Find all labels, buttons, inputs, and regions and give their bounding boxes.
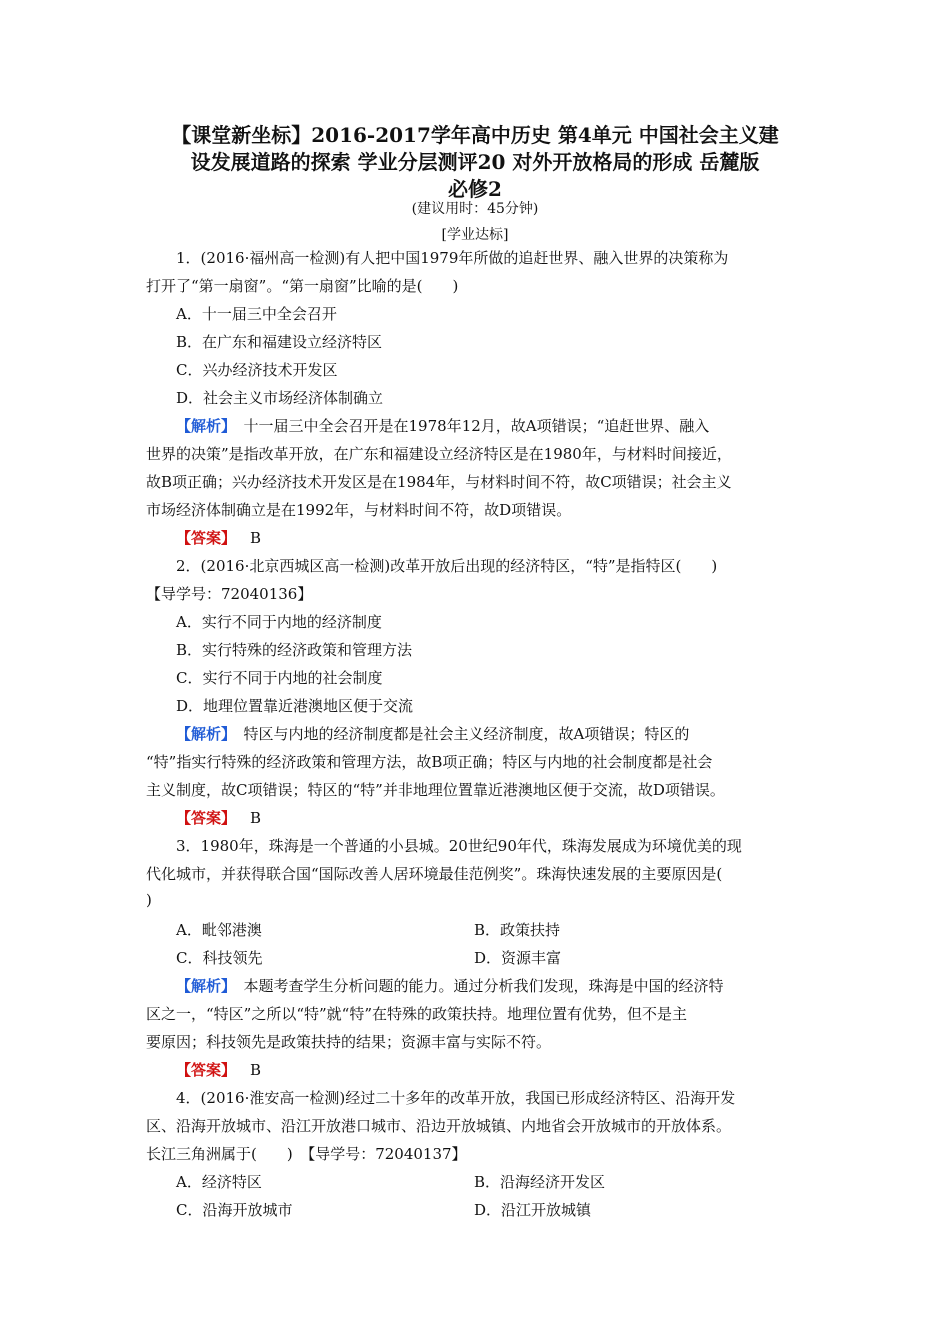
q3-option-b: B．政策扶持 [474,921,561,939]
q1-analysis-line-3: 故B项正确；兴办经济技术开发区是在1984年，与材料时间不符，故C项错误；社会主义 [146,473,732,491]
q3-answer: 【答案】 B [176,1061,262,1079]
q1-stem-line-1: 1．(2016·福州高一检测)有人把中国1979年所做的追赶世界、融入世界的决策称为 [176,249,729,267]
q1-analysis-line-1: 【解析】 十一届三中全会召开是在1978年12月，故A项错误；“追赶世界、融入 [176,417,710,435]
q1-analysis-line-4: 市场经济体制确立是在1992年，与材料时间不符，故D项错误。 [146,501,572,519]
section-heading: [学业达标] [441,227,509,243]
time-note: (建议用时：45分钟) [411,201,539,217]
q4-option-a: A．经济特区 [176,1173,262,1191]
q3-option-c: C．科技领先 [176,949,263,967]
q2-option-a: A．实行不同于内地的经济制度 [176,613,382,631]
answer-label: 【答案】 [176,1061,237,1079]
q4-stem-line-2: 区、沿海开放城市、沿江开放港口城市、沿边开放城镇、内地省会开放城市的开放体系。 [146,1117,732,1135]
q3-stem-line-1: 3．1980年，珠海是一个普通的小县城。20世纪90年代，珠海发展成为环境优美的现 [176,837,742,855]
title-line-3: 必修2 [448,177,502,201]
q2-option-b: B．实行特殊的经济政策和管理方法 [176,641,413,659]
title-line-1: 【课堂新坐标】2016-2017学年高中历史 第4单元 中国社会主义建 [171,123,779,147]
q1-stem-line-2: 打开了“第一扇窗”。“第一扇窗”比喻的是( ) [146,277,459,295]
q3-option-a: A．毗邻港澳 [176,921,262,939]
q3-analysis-line-2: 区之一，“特区”之所以“特”就“特”在特殊的政策扶持。地理位置有优势，但不是主 [146,1005,688,1023]
q1-analysis-line-2: 世界的决策”是指改革开放，在广东和福建设立经济特区是在1980年，与材料时间接近， [146,445,732,463]
q2-option-c: C．实行不同于内地的社会制度 [176,669,383,687]
q1-option-b: B．在广东和福建设立经济特区 [176,333,383,351]
q1-answer: 【答案】 B [176,529,262,547]
q3-stem-line-3: ) [146,891,152,909]
q4-option-d: D．沿江开放城镇 [474,1201,592,1219]
q1-option-d: D．社会主义市场经济体制确立 [176,389,384,407]
document-title [140,122,810,203]
answer-label: 【答案】 [176,809,237,827]
q4-stem-line-3: 长江三角洲属于( ) 【导学号：72040137】 [146,1145,467,1163]
q3-stem-line-2: 代化城市，并获得联合国“国际改善人居环境最佳范例奖”。珠海快速发展的主要原因是( [146,865,723,883]
q3-analysis-line-1: 【解析】 本题考查学生分析问题的能力。通过分析我们发现，珠海是中国的经济特 [176,977,724,995]
q3-option-d: D．资源丰富 [474,949,562,967]
q2-answer: 【答案】 B [176,809,262,827]
analysis-label: 【解析】 [176,977,229,995]
q2-stem-line-1: 2．(2016·北京西城区高一检测)改革开放后出现的经济特区，“特”是指特区( ) [176,557,718,575]
q2-option-d: D．地理位置靠近港澳地区便于交流 [176,697,414,715]
q4-option-c: C．沿海开放城市 [176,1201,293,1219]
q4-stem-line-1: 4．(2016·淮安高一检测)经过二十多年的改革开放，我国已形成经济特区、沿海开发 [176,1089,736,1107]
q3-analysis-line-3: 要原因；科技领先是政策扶持的结果；资源丰富与实际不符。 [146,1033,552,1051]
q2-analysis-line-2: “特”指实行特殊的经济政策和管理方法，故B项正确；特区与内地的社会制度都是社会 [146,753,713,771]
q2-guide-number: 【导学号：72040136】 [146,585,313,603]
q2-analysis-line-3: 主义制度，故C项错误；特区的“特”并非地理位置靠近港澳地区便于交流，故D项错误。 [146,781,725,799]
q1-option-a: A．十一届三中全会召开 [176,305,337,323]
analysis-label: 【解析】 [176,725,229,743]
q2-analysis-line-1: 【解析】 特区与内地的经济制度都是社会主义经济制度，故A项错误；特区的 [176,725,690,743]
q1-option-c: C．兴办经济技术开发区 [176,361,338,379]
analysis-label: 【解析】 [176,417,229,435]
answer-label: 【答案】 [176,529,237,547]
q4-option-b: B．沿海经济开发区 [474,1173,606,1191]
title-line-2: 设发展道路的探索 学业分层测评20 对外开放格局的形成 岳麓版 [190,150,760,174]
